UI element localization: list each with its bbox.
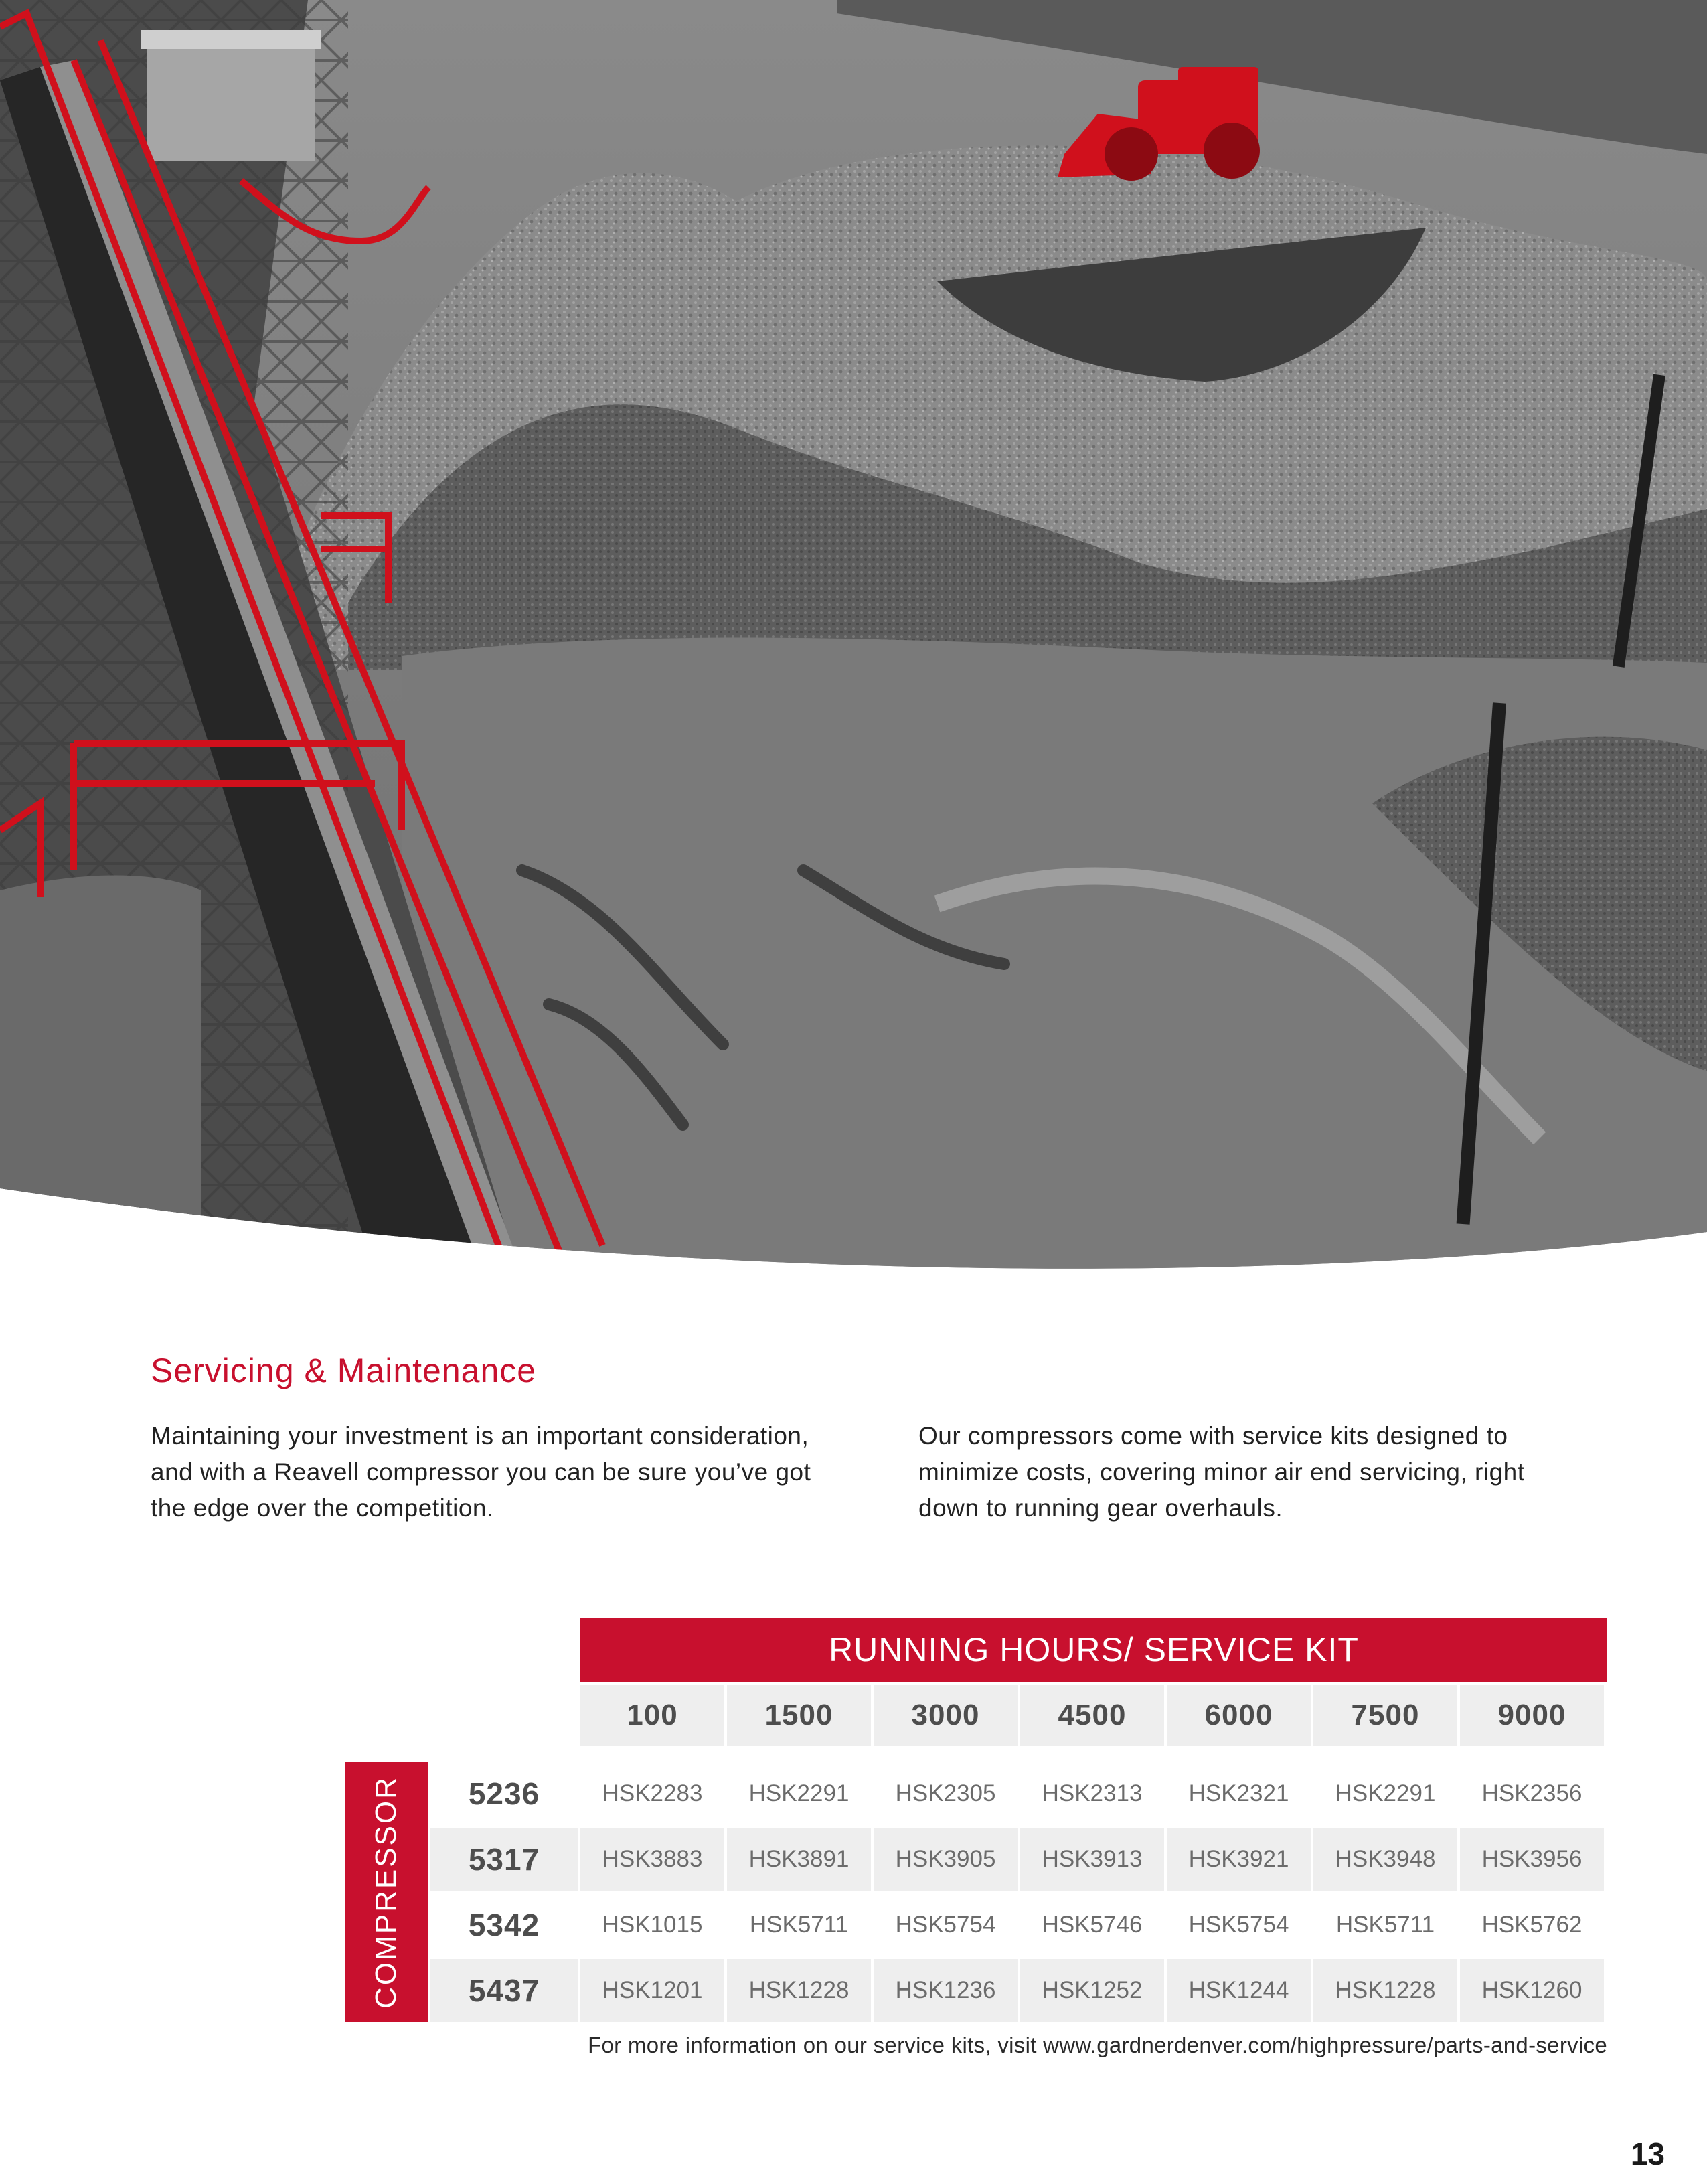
kit-cell: HSK5711 xyxy=(1335,1912,1435,1938)
kit-cell: HSK3891 xyxy=(727,1828,871,1891)
kit-cell: HSK2313 xyxy=(1042,1780,1143,1806)
intro-paragraph-right: Our compressors come with service kits designed to minimize costs, covering minor air end servicing, right down to running gear overhauls. xyxy=(918,1422,1525,1522)
model-cell: 5317 xyxy=(430,1828,578,1891)
kit-cell: HSK1236 xyxy=(874,1959,1018,2022)
kit-cell: HSK3905 xyxy=(874,1828,1018,1891)
kit-cell: HSK1201 xyxy=(580,1959,724,2022)
compressor-group-label xyxy=(345,1762,428,2022)
page-number: 13 xyxy=(1630,2136,1665,2171)
table-row xyxy=(430,1959,1604,2022)
kit-cell: HSK1015 xyxy=(602,1912,703,1938)
running-hours-row xyxy=(580,1685,1604,1746)
kit-cell: HSK2321 xyxy=(1188,1780,1289,1806)
kit-cell: HSK1244 xyxy=(1167,1959,1311,2022)
model-cell: 5342 xyxy=(468,1907,540,1942)
intro-paragraph-left: Maintaining your investment is an important consideration, and with a Reavell compressor you can be sure you’ve got the edge over the competition. xyxy=(151,1422,811,1522)
service-kit-footnote: For more information on our service kits, visit www.gardnerdenver.com/highpressure/parts-and-service xyxy=(588,2033,1607,2057)
kit-cell: HSK2305 xyxy=(895,1780,996,1806)
table-row xyxy=(430,1828,1604,1891)
kit-cell: HSK1252 xyxy=(1020,1959,1164,2022)
hours-header-cell: 100 xyxy=(580,1685,724,1746)
kit-cell: HSK5711 xyxy=(749,1912,849,1938)
kit-cell: HSK2356 xyxy=(1481,1780,1582,1806)
hours-header-cell: 9000 xyxy=(1460,1685,1604,1746)
kit-cell: HSK1228 xyxy=(1313,1959,1457,2022)
model-cell: 5236 xyxy=(468,1776,540,1811)
table-row xyxy=(430,1762,1604,1825)
table-row xyxy=(430,1893,1604,1956)
kit-cell: HSK2283 xyxy=(602,1780,703,1806)
hours-header-cell: 4500 xyxy=(1020,1685,1164,1746)
kit-cell: HSK5754 xyxy=(895,1912,996,1938)
hours-header-cell: 6000 xyxy=(1167,1685,1311,1746)
kit-cell: HSK3883 xyxy=(580,1828,724,1891)
section-title: Servicing & Maintenance xyxy=(151,1352,537,1389)
kit-cell: HSK3921 xyxy=(1167,1828,1311,1891)
hours-header-cell: 1500 xyxy=(727,1685,871,1746)
compressor-label-text: COMPRESSOR xyxy=(370,1776,403,2009)
model-cell: 5437 xyxy=(430,1959,578,2022)
kit-cell: HSK2291 xyxy=(1335,1780,1436,1806)
kit-cell: HSK5746 xyxy=(1042,1912,1143,1938)
hours-header-cell: 7500 xyxy=(1313,1685,1457,1746)
kit-cell: HSK1260 xyxy=(1460,1959,1604,2022)
kit-cell: HSK1228 xyxy=(727,1959,871,2022)
kit-cell: HSK3913 xyxy=(1020,1828,1164,1891)
hours-header-cell: 3000 xyxy=(874,1685,1018,1746)
kit-cell: HSK5754 xyxy=(1188,1912,1289,1938)
table-header: RUNNING HOURS/ SERVICE KIT xyxy=(580,1618,1607,1682)
kit-cell: HSK2291 xyxy=(748,1780,849,1806)
kit-cell: HSK3948 xyxy=(1313,1828,1457,1891)
kit-cell: HSK3956 xyxy=(1460,1828,1604,1891)
kit-cell: HSK5762 xyxy=(1481,1912,1582,1938)
